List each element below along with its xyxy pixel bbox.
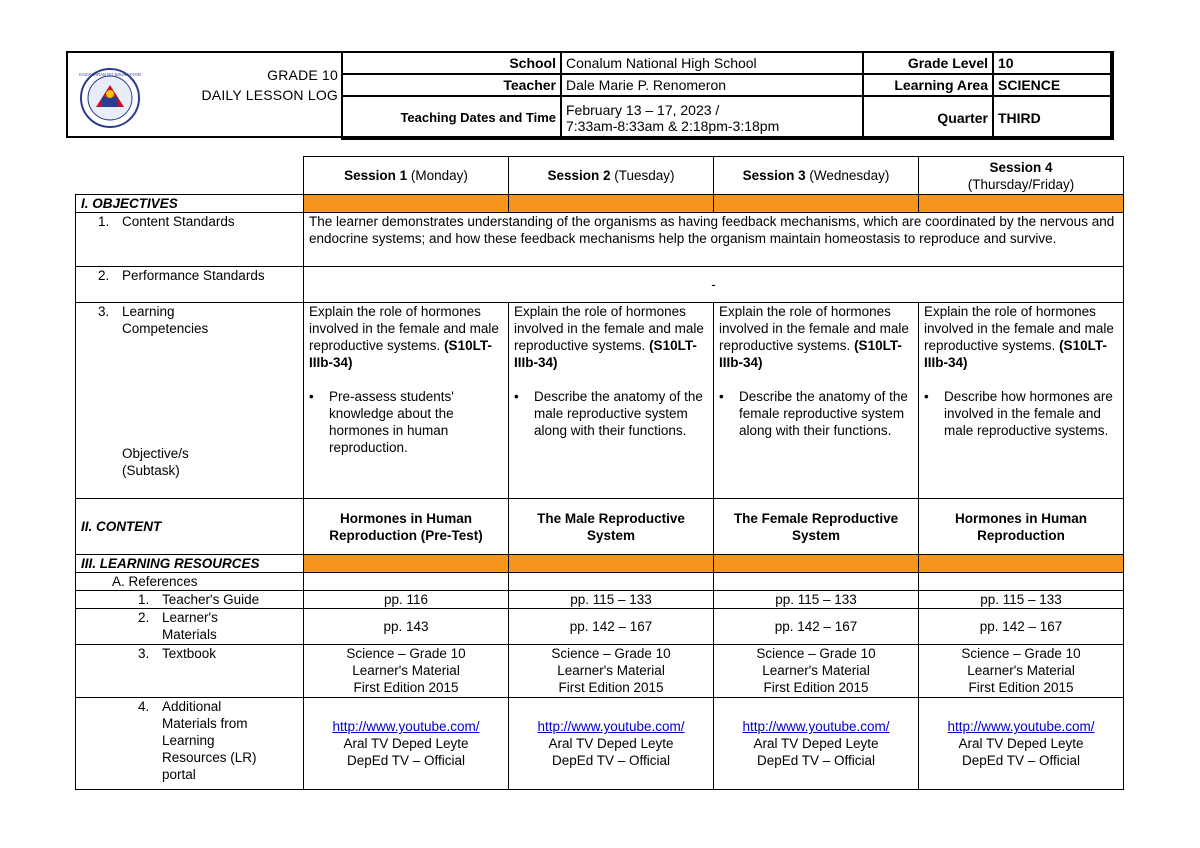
content-topic-session-1: Hormones in Human Reproduction (Pre-Test)	[304, 499, 509, 555]
session-name: Session 1	[344, 168, 408, 183]
competency-description: Explain the role of hormones involved in the female and male reproductive systems.	[514, 304, 704, 353]
deped-tv-text: DepEd TV – Official	[756, 753, 876, 768]
grade-level-value: 10	[993, 52, 1113, 74]
session-header-row	[76, 157, 1124, 195]
additional-materials-cell	[919, 698, 1124, 790]
subtask-item	[514, 388, 708, 439]
session-name: Session 3	[742, 168, 806, 183]
textbook-label: Textbook	[162, 646, 217, 661]
svg-text:KAGAWARAN NG EDUKASYON: KAGAWARAN NG EDUKASYON	[79, 72, 141, 77]
row-number: 1.	[98, 214, 110, 229]
competency-description: Explain the role of hormones involved in the female and male reproductive systems.	[924, 304, 1114, 353]
quarter-value: THIRD	[993, 96, 1113, 139]
competency-code: (S10LT-IIIb-34)	[514, 338, 697, 370]
row-number: 4.	[138, 699, 150, 714]
competency-description: Explain the role of hormones involved in the female and male reproductive systems.	[719, 304, 909, 353]
teaching-dates-label: Teaching Dates and Time	[342, 96, 561, 139]
textbook-title: Science – Grade 10	[756, 646, 876, 661]
content-standards-label-cell	[76, 213, 304, 267]
references-label: A. References	[76, 573, 304, 591]
deped-tv-text: DepEd TV – Official	[961, 753, 1081, 768]
session-2-header	[509, 157, 714, 195]
teachers-guide-label: Teacher's Guide	[162, 592, 260, 607]
textbook-title: Science – Grade 10	[346, 646, 466, 661]
teacher-label: Teacher	[342, 74, 561, 96]
textbook-type: Learner's Material	[352, 663, 460, 678]
youtube-link[interactable]: http://www.youtube.com/	[742, 719, 890, 734]
row-number: 2.	[98, 268, 110, 283]
empty-cell	[509, 573, 714, 591]
subtask-text: Describe the anatomy of the female reproductive system along with their functions.	[739, 389, 908, 438]
learning-competencies-row	[76, 303, 1124, 499]
youtube-link[interactable]: http://www.youtube.com/	[332, 719, 480, 734]
content-topic-session-3: The Female Reproductive System	[714, 499, 919, 555]
bullet-icon: •	[719, 389, 724, 404]
textbook-label-cell	[76, 645, 304, 698]
textbook-cell	[304, 645, 509, 698]
row-number: 2.	[138, 610, 150, 625]
teachers-guide-label-cell	[76, 591, 304, 609]
textbook-title: Science – Grade 10	[551, 646, 671, 661]
additional-materials-row	[76, 698, 1124, 790]
content-topic-session-2: The Male Reproductive System	[509, 499, 714, 555]
competency-cell-session-1	[304, 303, 509, 499]
textbook-edition: First Edition 2015	[968, 680, 1074, 695]
performance-standards-row	[76, 267, 1124, 303]
teachers-guide-pages: pp. 115 – 133	[714, 591, 919, 609]
empty-cell	[919, 573, 1124, 591]
bullet-icon: •	[514, 389, 519, 404]
school-value: Conalum National High School	[561, 52, 863, 74]
additional-materials-label-cell	[76, 698, 304, 790]
subtask-item	[924, 388, 1118, 439]
grade-level-label: Grade Level	[863, 52, 993, 74]
row-number: 3.	[98, 304, 110, 319]
teachers-guide-pages: pp. 116	[304, 591, 509, 609]
teachers-guide-row	[76, 591, 1124, 609]
youtube-link[interactable]: http://www.youtube.com/	[537, 719, 685, 734]
learning-competencies-label-cell	[76, 303, 304, 499]
deped-tv-text: DepEd TV – Official	[346, 753, 466, 768]
competency-text	[719, 303, 913, 371]
performance-standards-text: -	[304, 267, 1124, 303]
objective-subtask-label: Objective/s (Subtask)	[122, 446, 189, 478]
competency-cell-session-4	[919, 303, 1124, 499]
title-dll: DAILY LESSON LOG	[201, 87, 338, 103]
aral-tv-text: Aral TV Deped Leyte	[548, 736, 674, 751]
aral-tv-text: Aral TV Deped Leyte	[958, 736, 1084, 751]
textbook-edition: First Edition 2015	[763, 680, 869, 695]
row-number: 1.	[138, 592, 150, 607]
session-1-header	[304, 157, 509, 195]
teaching-dates-line1: February 13 – 17, 2023 /	[566, 101, 720, 118]
competency-code: (S10LT-IIIb-34)	[309, 338, 492, 370]
competency-text	[309, 303, 503, 371]
objectives-heading-row	[76, 195, 1124, 213]
textbook-title: Science – Grade 10	[961, 646, 1081, 661]
references-row	[76, 573, 1124, 591]
school-label: School	[342, 52, 561, 74]
header-info-table	[341, 51, 1114, 140]
orange-fill	[304, 555, 509, 573]
content-topic-session-4: Hormones in Human Reproduction	[919, 499, 1124, 555]
textbook-cell	[919, 645, 1124, 698]
bullet-icon: •	[924, 389, 929, 404]
bullet-icon: •	[309, 389, 314, 404]
content-heading: II. CONTENT	[76, 499, 304, 555]
session-name: Session 2	[547, 168, 611, 183]
learning-area-value: SCIENCE	[993, 74, 1113, 96]
content-standards-row	[76, 213, 1124, 267]
resources-heading-row	[76, 555, 1124, 573]
orange-fill	[509, 555, 714, 573]
competency-cell-session-3	[714, 303, 919, 499]
orange-fill	[304, 195, 509, 213]
deped-tv-text: DepEd TV – Official	[551, 753, 671, 768]
session-day: (Monday)	[410, 168, 468, 183]
row-number: 3.	[138, 646, 150, 661]
subtask-item	[719, 388, 913, 439]
session-4-header	[919, 157, 1124, 195]
additional-materials-cell	[304, 698, 509, 790]
youtube-link[interactable]: http://www.youtube.com/	[947, 719, 1095, 734]
learners-materials-pages: pp. 142 – 167	[919, 609, 1124, 645]
learners-materials-pages: pp. 143	[304, 609, 509, 645]
textbook-cell	[509, 645, 714, 698]
subtask-text: Describe the anatomy of the male reproductive system along with their functions.	[534, 389, 703, 438]
learning-competencies-label: Learning Competencies	[122, 304, 209, 336]
session-day: (Thursday/Friday)	[967, 176, 1075, 192]
orange-fill	[509, 195, 714, 213]
subtask-text: Pre-assess students' knowledge about the hormones in human reproduction.	[329, 389, 454, 455]
textbook-type: Learner's Material	[557, 663, 665, 678]
competency-cell-session-2	[509, 303, 714, 499]
learning-area-label: Learning Area	[863, 74, 993, 96]
learners-materials-label: Learner's Materials	[162, 610, 218, 642]
corner-cell	[76, 157, 304, 195]
textbook-cell	[714, 645, 919, 698]
quarter-label: Quarter	[863, 96, 993, 139]
session-day: (Wednesday)	[809, 168, 890, 183]
session-name: Session 4	[989, 159, 1053, 175]
objectives-heading: I. OBJECTIVES	[76, 195, 304, 213]
textbook-type: Learner's Material	[762, 663, 870, 678]
resources-heading: III. LEARNING RESOURCES	[76, 555, 304, 573]
textbook-type: Learner's Material	[967, 663, 1075, 678]
empty-cell	[714, 573, 919, 591]
textbook-row	[76, 645, 1124, 698]
empty-cell	[304, 573, 509, 591]
content-standards-label: Content Standards	[122, 214, 235, 229]
teachers-guide-pages: pp. 115 – 133	[919, 591, 1124, 609]
session-3-header	[714, 157, 919, 195]
deped-seal-logo	[74, 67, 146, 129]
performance-standards-label: Performance Standards	[122, 268, 265, 283]
competency-code: (S10LT-IIIb-34)	[719, 338, 902, 370]
competency-code: (S10LT-IIIb-34)	[924, 338, 1107, 370]
teacher-value: Dale Marie P. Renomeron	[561, 74, 863, 96]
textbook-edition: First Edition 2015	[558, 680, 664, 695]
orange-fill	[919, 195, 1124, 213]
session-day: (Tuesday)	[614, 168, 675, 183]
subtask-text: Describe how hormones are involved in the female and male reproductive systems.	[944, 389, 1113, 438]
title-grade: GRADE 10	[267, 67, 338, 83]
content-standards-text: The learner demonstrates understanding of the organisms as having feedback mechanisms, which are coordinated by the nervous and endocrine systems; and how these feedback mechanisms help the organism maintain homeostasis to reproduce and survive.	[304, 213, 1124, 267]
competency-text	[514, 303, 708, 371]
orange-fill	[714, 555, 919, 573]
teaching-dates-line2: 7:33am-8:33am & 2:18pm-3:18pm	[566, 117, 780, 134]
lesson-log-table	[75, 156, 1124, 790]
learners-materials-pages: pp. 142 – 167	[509, 609, 714, 645]
content-row	[76, 499, 1124, 555]
learners-materials-row	[76, 609, 1124, 645]
aral-tv-text: Aral TV Deped Leyte	[753, 736, 879, 751]
orange-fill	[714, 195, 919, 213]
learners-materials-pages: pp. 142 – 167	[714, 609, 919, 645]
orange-fill	[919, 555, 1124, 573]
additional-materials-cell	[714, 698, 919, 790]
textbook-edition: First Edition 2015	[353, 680, 459, 695]
competency-text	[924, 303, 1118, 371]
teaching-dates-value	[561, 96, 863, 139]
competency-description: Explain the role of hormones involved in the female and male reproductive systems.	[309, 304, 499, 353]
additional-materials-cell	[509, 698, 714, 790]
learners-materials-label-cell	[76, 609, 304, 645]
subtask-item	[309, 388, 503, 456]
additional-materials-label: Additional Materials from Learning Resources (LR) portal	[162, 699, 257, 782]
aral-tv-text: Aral TV Deped Leyte	[343, 736, 469, 751]
teachers-guide-pages: pp. 115 – 133	[509, 591, 714, 609]
performance-standards-label-cell	[76, 267, 304, 303]
